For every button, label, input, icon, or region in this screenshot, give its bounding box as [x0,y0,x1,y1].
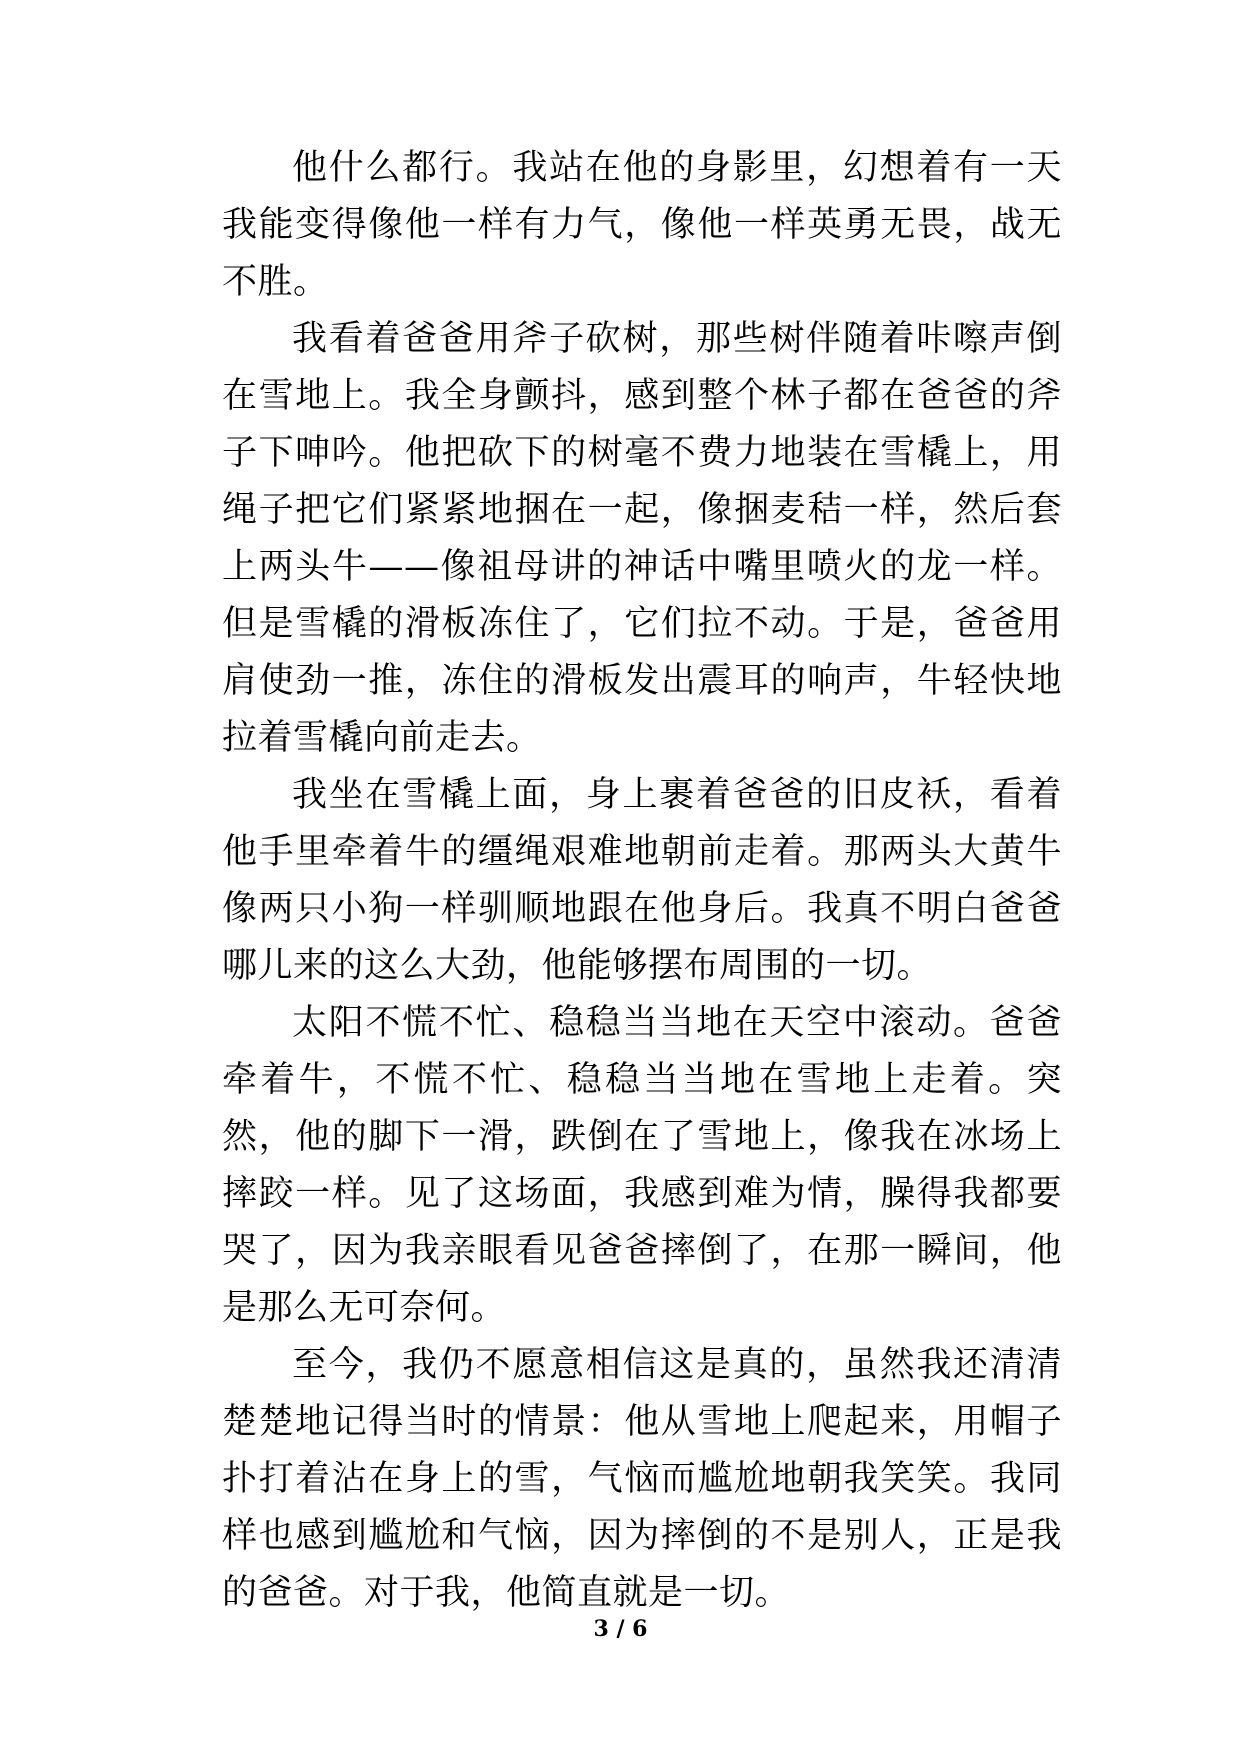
page-indicator: 3 / 6 [593,1616,648,1642]
paragraph-3: 我坐在雪橇上面，身上裹着爸爸的旧皮袄，看着他手里牵着牛的缰绳艰难地朝前走着。那两头大黄牛像两只小狗一样驯顺地跟在他身后。我真不明白爸爸哪儿来的这么大劲，他能够摆布周围的一切。 [222,775,1062,986]
document-body [222,140,1062,1622]
page-number-footer [0,1616,1241,1642]
paragraph-5: 至今，我仍不愿意相信这是真的，虽然我还清清楚楚地记得当时的情景：他从雪地上爬起来，用帽子扑打着沾在身上的雪，气恼而尴尬地朝我笑笑。我同样也感到尴尬和气恼，因为摔倒的不是别人，正是我的爸爸。对于我，他简直就是一切。 [222,1345,1062,1613]
paragraph-2: 我看着爸爸用斧子砍树，那些树伴随着咔嚓声倒在雪地上。我全身颤抖，感到整个林子都在爸爸的斧子下呻吟。他把砍下的树毫不费力地装在雪橇上，用绳子把它们紧紧地捆在一起，像捆麦秸一样，然后套上两头牛——像祖母讲的神话中嘴里喷火的龙一样。但是雪橇的滑板冻住了，它们拉不动。于是，爸爸用肩使劲一推，冻住的滑板发出震耳的响声，牛轻快地拉着雪橇向前走去。 [222,319,1062,758]
paragraph-1: 他什么都行。我站在他的身影里，幻想着有一天我能变得像他一样有力气，像他一样英勇无畏，战无不胜。 [222,148,1062,302]
paragraph-4: 太阳不慌不忙、稳稳当当地在天空中滚动。爸爸牵着牛，不慌不忙、稳稳当当地在雪地上走着。突然，他的脚下一滑，跌倒在了雪地上，像我在冰场上摔跤一样。见了这场面，我感到难为情，臊得我都要哭了，因为我亲眼看见爸爸摔倒了，在那一瞬间，他是那么无可奈何。 [222,1003,1062,1328]
